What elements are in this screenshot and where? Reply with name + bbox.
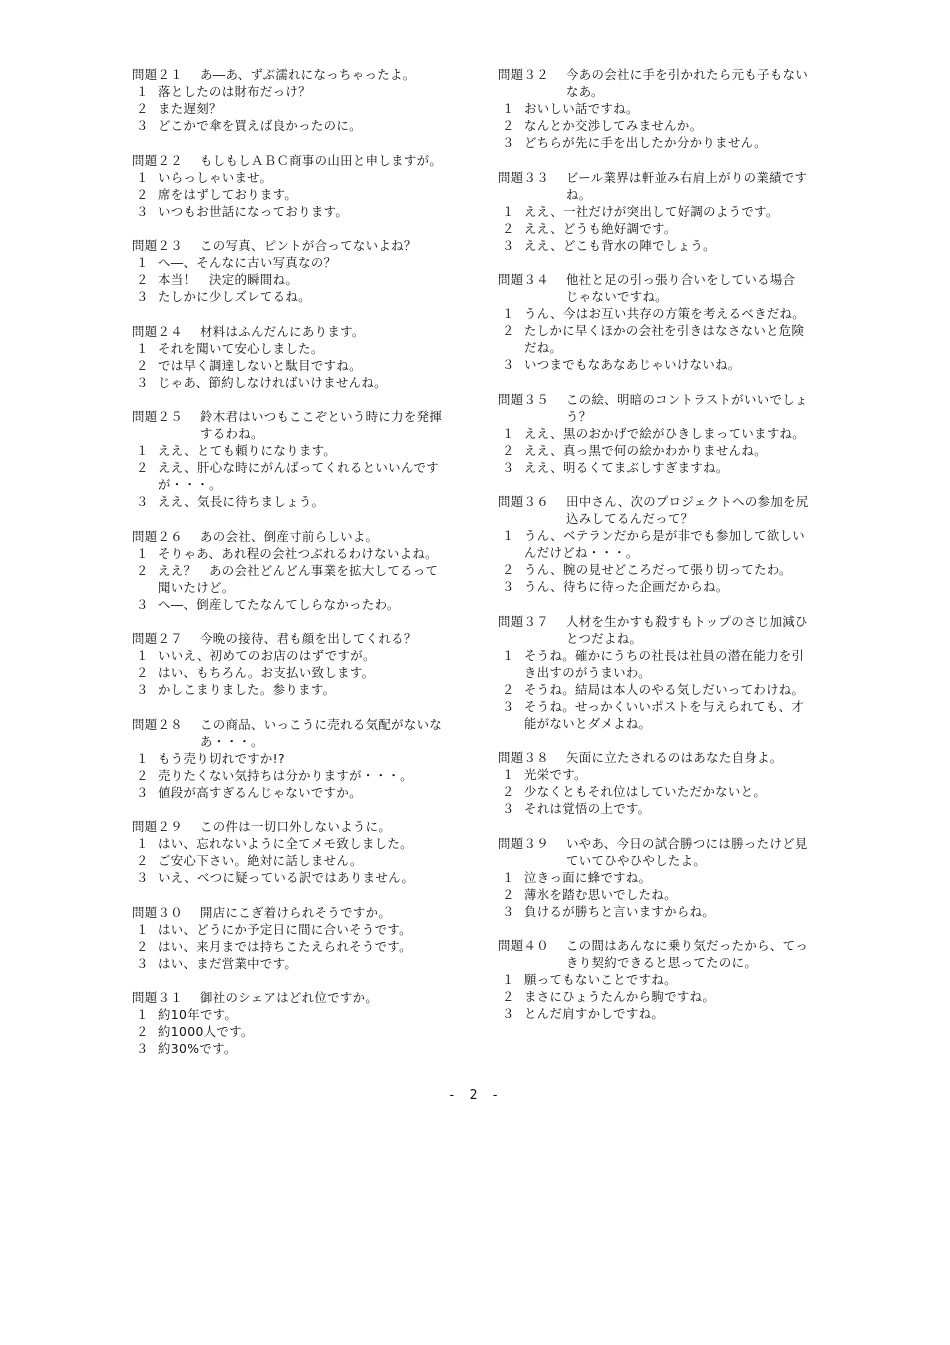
answer-option (498, 783, 848, 800)
option-number: ２ (136, 767, 149, 783)
question-text: この商品、いっこうに売れる気配がないな あ・・・。 (200, 716, 443, 749)
question-text: 田中さん、次のプロジェクトへの参加を尻 込みしてるんだって？ (566, 494, 809, 526)
option-number: １ (136, 836, 149, 851)
question-stem (132, 528, 477, 545)
answer-option (132, 83, 477, 100)
question-number: 問題２７ (132, 631, 183, 646)
question-block (132, 716, 477, 801)
option-number: ３ (136, 494, 149, 509)
question-block (132, 818, 477, 886)
option-number: ３ (502, 1006, 515, 1021)
question-text: いやあ、今日の試合勝つには勝ったけど見 ていてひやひやしたよ。 (566, 835, 808, 868)
option-number: ３ (136, 955, 149, 971)
left-column (132, 66, 477, 1075)
option-number: ２ (136, 1024, 149, 1039)
answer-option (498, 698, 848, 732)
option-number: １ (136, 84, 149, 99)
answer-option (498, 869, 848, 886)
option-text: 約10年です。 (158, 1007, 238, 1022)
question-number: 問題３８ (498, 750, 549, 765)
option-text: まさにひょうたんから駒ですね。 (524, 989, 716, 1004)
option-text: 本当！ 決定的瞬間ね。 (158, 272, 299, 287)
option-number: ２ (502, 681, 515, 697)
question-number: 問題２４ (132, 323, 183, 339)
question-text: 御社のシェアはどれ位ですか。 (200, 990, 379, 1005)
question-number: 問題３３ (498, 169, 549, 185)
page-number: - 2 - (447, 1088, 503, 1103)
option-text: ええ、どこも背水の陣でしょう。 (524, 237, 716, 253)
option-text: なんとか交渉してみませんか。 (524, 118, 703, 133)
option-text: ええ、黒のおかげで絵がひきしまっていますね。 (524, 425, 806, 441)
option-number: ２ (136, 101, 149, 116)
option-number: １ (136, 443, 149, 458)
option-text: どちらが先に手を出したか分かりません。 (524, 135, 767, 150)
option-number: ２ (502, 220, 515, 236)
answer-option (498, 100, 848, 117)
question-stem (132, 989, 477, 1006)
option-text: また遅刻？ (158, 101, 222, 116)
option-text: じゃあ、節約しなければいけませんね。 (158, 374, 387, 390)
question-block (498, 493, 848, 595)
option-number: １ (136, 255, 149, 270)
answer-option (498, 800, 848, 817)
question-block (498, 66, 848, 151)
answer-option (132, 664, 477, 681)
option-number: １ (502, 869, 515, 885)
answer-option (132, 203, 477, 220)
question-number: 問題２８ (132, 716, 183, 732)
option-number: １ (502, 528, 515, 543)
answer-option (498, 578, 848, 595)
question-block (498, 169, 848, 254)
option-number: ２ (502, 989, 515, 1004)
option-number: １ (136, 648, 149, 663)
question-number: 問題３６ (498, 494, 549, 509)
option-text: どこかで傘を買えば良かったのに。 (158, 118, 362, 133)
option-number: ３ (136, 596, 149, 612)
question-text: 材料はふんだんにあります。 (200, 323, 365, 339)
answer-option (498, 459, 848, 476)
option-text: ご安心下さい。絶対に話しません。 (158, 853, 363, 868)
option-number: １ (502, 647, 515, 663)
question-text: 開店にこぎ着けられそうですか。 (200, 904, 392, 920)
question-stem (498, 66, 848, 100)
option-text: ええ、明るくてまぶしすぎますね。 (524, 459, 729, 475)
option-text: 光栄です。 (524, 767, 587, 782)
question-block (498, 749, 848, 817)
answer-option (132, 254, 477, 271)
question-number: 問題３５ (498, 391, 549, 407)
option-text: 薄氷を踏む思いでしたね。 (524, 886, 677, 902)
answer-option (132, 186, 477, 203)
option-number: ３ (502, 698, 515, 714)
question-stem (132, 716, 477, 750)
option-text: うん、腕の見せどころだって張り切ってたわ。 (524, 562, 792, 577)
question-number: 問題２１ (132, 67, 183, 82)
question-number: 問題４０ (498, 938, 549, 953)
question-number: 問題３７ (498, 613, 549, 629)
option-text: そうね。結局は本人のやる気しだいってわけね。 (524, 681, 805, 697)
answer-option (498, 134, 848, 151)
answer-option (498, 527, 848, 561)
option-text: いらっしゃいませ。 (158, 169, 273, 185)
question-stem (132, 408, 477, 442)
question-stem (132, 904, 477, 921)
option-text: では早く調達しないと駄目ですね。 (158, 357, 362, 373)
question-text: あ―あ、ずぶ濡れになっちゃったよ。 (200, 67, 416, 82)
question-number: 問題２６ (132, 528, 183, 544)
question-number: 問題３０ (132, 904, 183, 920)
question-stem (132, 630, 477, 647)
option-text: 値段が高すぎるんじゃないですか。 (158, 784, 362, 800)
option-text: いつもお世話になっております。 (158, 203, 349, 219)
option-text: へ―、倒産してたなんてしらなかったわ。 (158, 596, 400, 612)
question-stem (498, 613, 848, 647)
question-block (498, 613, 848, 732)
option-text: ええ、どうも絶好調です。 (524, 220, 677, 236)
answer-option (132, 852, 477, 869)
question-block (132, 630, 477, 698)
answer-option (132, 288, 477, 305)
question-text: この間はあんなに乗り気だったから、てっ きり契約できると思ってたのに。 (566, 938, 809, 970)
option-text: はい、まだ営業中です。 (158, 955, 298, 971)
answer-option (132, 374, 477, 391)
question-number: 問題３４ (498, 272, 549, 287)
question-number: 問題２９ (132, 819, 183, 834)
option-number: ３ (502, 135, 515, 150)
option-number: ３ (136, 1041, 149, 1056)
option-text: はい、来月までは持ちこたえられそうです。 (158, 938, 412, 954)
question-stem (132, 237, 477, 254)
answer-option (498, 425, 848, 442)
question-text: この写真、ピントが合ってないよね？ (200, 238, 417, 253)
option-text: はい、どうにか予定日に間に合いそうです。 (158, 921, 412, 937)
option-number: ２ (502, 784, 515, 799)
option-number: ３ (136, 203, 149, 219)
option-text: 売りたくない気持ちは分かりますが・・・。 (158, 767, 413, 783)
option-text: いえ、べつに疑っている訳ではありません。 (158, 870, 415, 885)
question-block (498, 937, 848, 1022)
option-text: 約30%です。 (158, 1041, 237, 1056)
answer-option (132, 562, 477, 596)
option-text: ええ、一社だけが突出して好調のようです。 (524, 203, 779, 219)
answer-option (132, 955, 477, 972)
option-text: たしかに早くほかの会社を引きはなさないと危険 だね。 (524, 323, 805, 355)
question-block (498, 835, 848, 920)
question-stem (132, 152, 477, 169)
option-number: ３ (136, 374, 149, 390)
question-text: 人材を生かすも殺すもトップのさじ加減ひ とつだよね。 (566, 613, 808, 646)
option-number: １ (502, 972, 515, 987)
answer-option (498, 561, 848, 578)
question-block (132, 528, 477, 613)
option-number: ３ (502, 903, 515, 919)
answer-option (498, 971, 848, 988)
answer-option (132, 1040, 477, 1057)
option-text: いつまでもなあなあじゃいけないね。 (524, 357, 741, 372)
answer-option (132, 340, 477, 357)
question-block (132, 152, 477, 220)
option-text: ええ、肝心な時にがんばってくれるといいんです が・・・。 (158, 460, 440, 492)
question-text: ビール業界は軒並み右肩上がりの業績です ね。 (566, 169, 808, 202)
question-block (498, 391, 848, 476)
answer-option (132, 647, 477, 664)
option-number: ３ (136, 870, 149, 885)
question-stem (498, 493, 848, 527)
option-number: １ (136, 1007, 149, 1022)
answer-option (132, 835, 477, 852)
answer-option (132, 869, 477, 886)
question-text: この絵、明暗のコントラストがいいでしょ う？ (566, 391, 808, 424)
question-stem (498, 271, 848, 305)
question-number: 問題３９ (498, 835, 549, 851)
question-number: 問題３１ (132, 990, 183, 1005)
answer-option (498, 117, 848, 134)
option-text: とんだ肩すかしですね。 (524, 1006, 665, 1021)
option-number: ２ (136, 186, 149, 202)
question-block (132, 904, 477, 972)
question-stem (132, 818, 477, 835)
answer-option (132, 750, 477, 767)
option-text: そうね。せっかくいいポストを与えられても、才 能がないとダメよね。 (524, 698, 805, 731)
answer-option (498, 766, 848, 783)
answer-option (132, 938, 477, 955)
answer-option (498, 903, 848, 920)
option-number: ２ (136, 665, 149, 680)
option-text: へ―、そんなに古い写真なの？ (158, 255, 337, 270)
option-text: 少なくともそれ位はしていただかないと。 (524, 784, 767, 799)
option-number: ２ (136, 938, 149, 954)
answer-option (132, 545, 477, 562)
option-number: ３ (502, 459, 515, 475)
option-text: ええ、真っ黒で何の絵かわかりませんね。 (524, 442, 767, 458)
question-block (498, 271, 848, 373)
option-number: ３ (502, 357, 515, 372)
option-text: 負けるが勝ちと言いますからね。 (524, 903, 716, 919)
option-number: ２ (136, 853, 149, 868)
question-number: 問題２５ (132, 409, 183, 424)
answer-option (132, 596, 477, 613)
option-text: それを聞いて安心しました。 (158, 340, 324, 356)
answer-option (498, 220, 848, 237)
question-text: あの会社、倒産寸前らしいよ。 (200, 528, 379, 544)
option-number: ２ (136, 357, 149, 373)
answer-option (498, 356, 848, 373)
question-stem (498, 391, 848, 425)
option-number: １ (502, 767, 515, 782)
answer-option (498, 203, 848, 220)
answer-option (498, 988, 848, 1005)
option-number: ２ (136, 562, 149, 578)
question-block (132, 323, 477, 391)
option-text: それは覚悟の上です。 (524, 801, 651, 816)
option-number: ２ (502, 323, 515, 338)
option-text: 泣きっ面に蜂ですね。 (524, 869, 652, 885)
option-text: たしかに少しズレてるね。 (158, 289, 311, 304)
option-text: はい、忘れないように全てメモ致しました。 (158, 836, 413, 851)
answer-option (498, 305, 848, 322)
option-number: １ (502, 425, 515, 441)
question-stem (132, 323, 477, 340)
question-block (132, 408, 477, 510)
question-text: もしもしＡＢＣ商事の山田と申しますが。 (200, 152, 443, 168)
option-number: ３ (502, 579, 515, 594)
option-text: ええ？ あの会社どんどん事業を拡大してるって 聞いたけど。 (158, 562, 439, 595)
option-number: １ (136, 921, 149, 937)
option-number: ３ (136, 289, 149, 304)
option-number: ２ (136, 460, 149, 475)
question-number: 問題３２ (498, 67, 549, 82)
option-text: ええ、とても頼りになります。 (158, 443, 337, 458)
option-text: うん、ベテランだから是が非でも参加して欲しい んだけどね・・・。 (524, 528, 806, 560)
answer-option (132, 117, 477, 134)
option-number: １ (136, 545, 149, 561)
answer-option (132, 921, 477, 938)
answer-option (132, 100, 477, 117)
question-stem (498, 169, 848, 203)
option-number: ３ (136, 682, 149, 697)
answer-option (498, 647, 848, 681)
option-text: うん、今はお互い共存の方策を考えるべきだね。 (524, 306, 806, 321)
answer-option (132, 442, 477, 459)
option-text: 願ってもないことですね。 (524, 972, 677, 987)
answer-option (498, 1005, 848, 1022)
answer-option (498, 237, 848, 254)
option-number: １ (136, 750, 149, 766)
option-number: ２ (502, 442, 515, 458)
option-text: もう売り切れですか!? (158, 750, 285, 766)
question-block (132, 989, 477, 1057)
question-text: この件は一切口外しないように。 (200, 819, 392, 834)
question-text: 他社と足の引っ張り合いをしている場合 じゃないですね。 (566, 272, 796, 304)
question-text: 矢面に立たされるのはあなた自身よ。 (566, 750, 783, 765)
answer-option (132, 169, 477, 186)
option-number: ３ (136, 118, 149, 133)
answer-option (132, 784, 477, 801)
option-number: １ (502, 203, 515, 219)
option-text: 落としたのは財布だっけ？ (158, 84, 311, 99)
option-text: はい、もちろん。お支払い致します。 (158, 665, 375, 680)
answer-option (132, 1023, 477, 1040)
answer-option (498, 681, 848, 698)
answer-option (498, 322, 848, 356)
answer-option (498, 442, 848, 459)
question-text: 今あの会社に手を引かれたら元も子もない なあ。 (566, 67, 809, 99)
question-number: 問題２３ (132, 238, 183, 253)
question-number: 問題２２ (132, 152, 183, 168)
answer-option (498, 886, 848, 903)
option-text: ええ、気長に待ちましょう。 (158, 494, 325, 509)
question-stem (498, 749, 848, 766)
option-text: いいえ、初めてのお店のはずですが。 (158, 648, 376, 663)
option-text: おいしい話ですね。 (524, 101, 639, 116)
option-text: そりゃあ、あれ程の会社つぶれるわけないよね。 (158, 545, 438, 561)
question-block (132, 237, 477, 305)
question-stem (498, 937, 848, 971)
answer-option (132, 459, 477, 493)
option-number: １ (502, 306, 515, 321)
option-text: そうね。確かにうちの社長は社員の潜在能力を引 き出すのがうまいわ。 (524, 647, 805, 680)
answer-option (132, 681, 477, 698)
answer-option (132, 767, 477, 784)
option-text: かしこまりました。参ります。 (158, 682, 336, 697)
answer-option (132, 493, 477, 510)
option-text: 約1000人です。 (158, 1024, 254, 1039)
option-number: １ (502, 101, 515, 116)
option-number: ２ (502, 886, 515, 902)
answer-option (132, 1006, 477, 1023)
option-text: 席をはずしております。 (158, 186, 298, 202)
right-column (498, 66, 848, 1040)
option-number: １ (136, 340, 149, 356)
option-number: ３ (502, 801, 515, 816)
option-number: ３ (502, 237, 515, 253)
question-text: 鈴木君はいつもここぞという時に力を発揮 するわね。 (200, 409, 443, 441)
question-block (132, 66, 477, 134)
option-number: ２ (502, 118, 515, 133)
option-text: うん、待ちに待った企画だからね。 (524, 579, 729, 594)
question-text: 今晩の接待、君も顔を出してくれる？ (200, 631, 417, 646)
question-stem (498, 835, 848, 869)
option-number: １ (136, 169, 149, 185)
answer-option (132, 357, 477, 374)
option-number: ３ (136, 784, 149, 800)
answer-option (132, 271, 477, 288)
question-stem (132, 66, 477, 83)
option-number: ２ (136, 272, 149, 287)
option-number: ２ (502, 562, 515, 577)
